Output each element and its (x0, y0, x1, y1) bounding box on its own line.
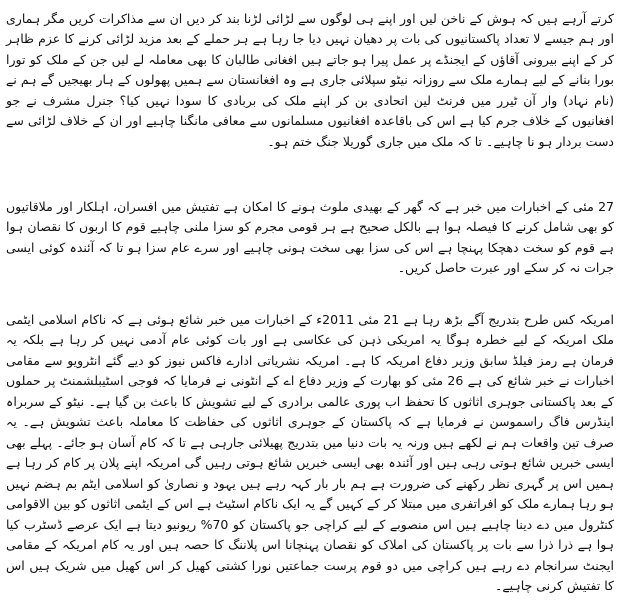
paragraph-3: امریکہ کس طرح بتدریج آگے بڑھ رہا ہے 21 مئی 2011ء کے اخبارات میں خبر شائع ہوئی ہے کہ ناکام اسلامی ایٹمی ملک امریکہ کے لیے خطرہ ہوگا یہ امریکی ذہن کی عکاسی ہے اور بات کوئی عام آدمی نہیں کر رہا ہے بلکہ یہ فرمان ہے رمز فیلڈ سابق وزیر دفاع امریکہ کا ہے۔ امریکہ نشریاتی ادارے فاکس نیوز کو دیے گئے انٹرویو سے مقامی اخبارات نے خبر شائع کی ہے 26 مئی کو بھارت کے وزیر دفاع اے کے انٹونی نے فرمایا کہ فوجی اسٹیبلشمنٹ پر حملوں کے بعد پاکستانی جوہری اثاثوں کا تحفظ اب پوری عالمی برادری کے لیے تشویش کا باعث بن گیا ہے۔ نیٹو کے سربراہ اینڈرس فاگ راسموسن نے فرمایا ہے کہ پاکستان کے جوہری اثاثوں کی حفاظت کا معاملہ باعث تشویش ہے۔ یہ صرف تین واقعات ہم نے لکھے ہیں ورنہ یہ بات دنیا میں بتدریج پھیلائی جارہی ہے تا کہ کام آسان ہو جائے۔ پہلے بھی ایسی خبریں شائع ہوتی رہی ہیں اور آئندہ بھی ایسی خبریں شائع ہوتی رہیں گی امریکہ اپنے پلان پر کام کر رہا ہے ہمیں اس پر گہری نظر رکھنے کی ضرورت ہے ہم بار بار کہہ رہے ہیں یہود و نصاریٰ کو اسلامی ایٹم بم ہضم نہیں ہو رہا ہمارے ملک کو افراتفری میں مبتلا کر کے کہیں گے یہ ایک ناکام اسٹیٹ ہے اس کے ایٹمی اثاثوں کو بین الاقوامی کنٹرول میں دے دینا چاہیے ہیں اس منصوبے کے لیے کراچی جو پاکستان کو 70% ریونیو دیتا ہے ایک عرصے ڈسٹرب کیا ہوا ہے ذرا ذرا سے بات پر پاکستان کی املاک کو نقصان پہنچانا اس پلاننگ کا حصہ ہیں اور یہ کام امریکہ کے مقامی ایجنٹ سرانجام دے رہے ہیں کراچی میں دو قوم پرست جماعتیں نورا کشتی کھیل کر اس کھیل میں شریک ہیں اس کا تفتیش کرنی چاہیے۔ (6, 311, 614, 593)
paragraph-1: کرتے آرہے ہیں کہ ہوش کے ناخن لیں اور اپنے ہی لوگوں سے لڑائی لڑنا بند کر دیں ان سے مذاکرات کریں مگر ہماری اور ہم جیسے لا تعداد پاکستانیوں کی بات پر دھیان نہیں دیا جا رہا ہے ہر حملے کے بعد مزید لڑائی کرنے کا عزم ظاہر کر کے اپنے بیرونی آقاؤں کے ایجنڈے پر عمل پیرا ہو جاتے ہیں افغانی طالبان کا بھی معاملہ لے لیں جن کے ملک کو تورا بورا بنانے کے لیے ہمارے ملک سے روزانہ نیٹو سپلائی جاری ہے وہ افغانستان سے ہمیں پھولوں کے ہار بھیجیں گے ہم نے (نام نہاد) وار آن ٹیرر میں فرنٹ لین اتحادی بن کر اپنے ملک کی بربادی کا سودا نہیں کیا؟ جنرل مشرف نے جو افغانیوں کے خلاف جرم کیا ہے اس کی باقاعدہ افغانیوں مسلمانوں سے معافی مانگنا چاہیے اور ان کے خلاف لڑائی سے دست بردار ہو نا چاہیے۔ تا کہ ملک میں جاری گوریلا جنگ ختم ہو۔ (6, 10, 614, 149)
paragraph-2: 27 مئی کے اخبارات میں خبر ہے کہ گھر کے بھیدی ملوث ہونے کا امکان ہے تفتیش میں افسران، اہلکار اور ملاقاتیوں کو بھی شامل کرنے کا فیصلہ ہوا ہے بالکل صحیح ہے ہر قومی مجرم کو سزا ملنی چاہیے قوم کا اربوں کا نقصان ہوا ہے قوم کو سخت دھچکا پہنچا ہے اس کی سزا بھی سخت ہونی چاہیے اور سرے عام سزا ہو تا کہ آئندہ کوئی ایسی جرات نہ کر سکے اور عبرت حاصل کریں۔ (6, 198, 614, 275)
